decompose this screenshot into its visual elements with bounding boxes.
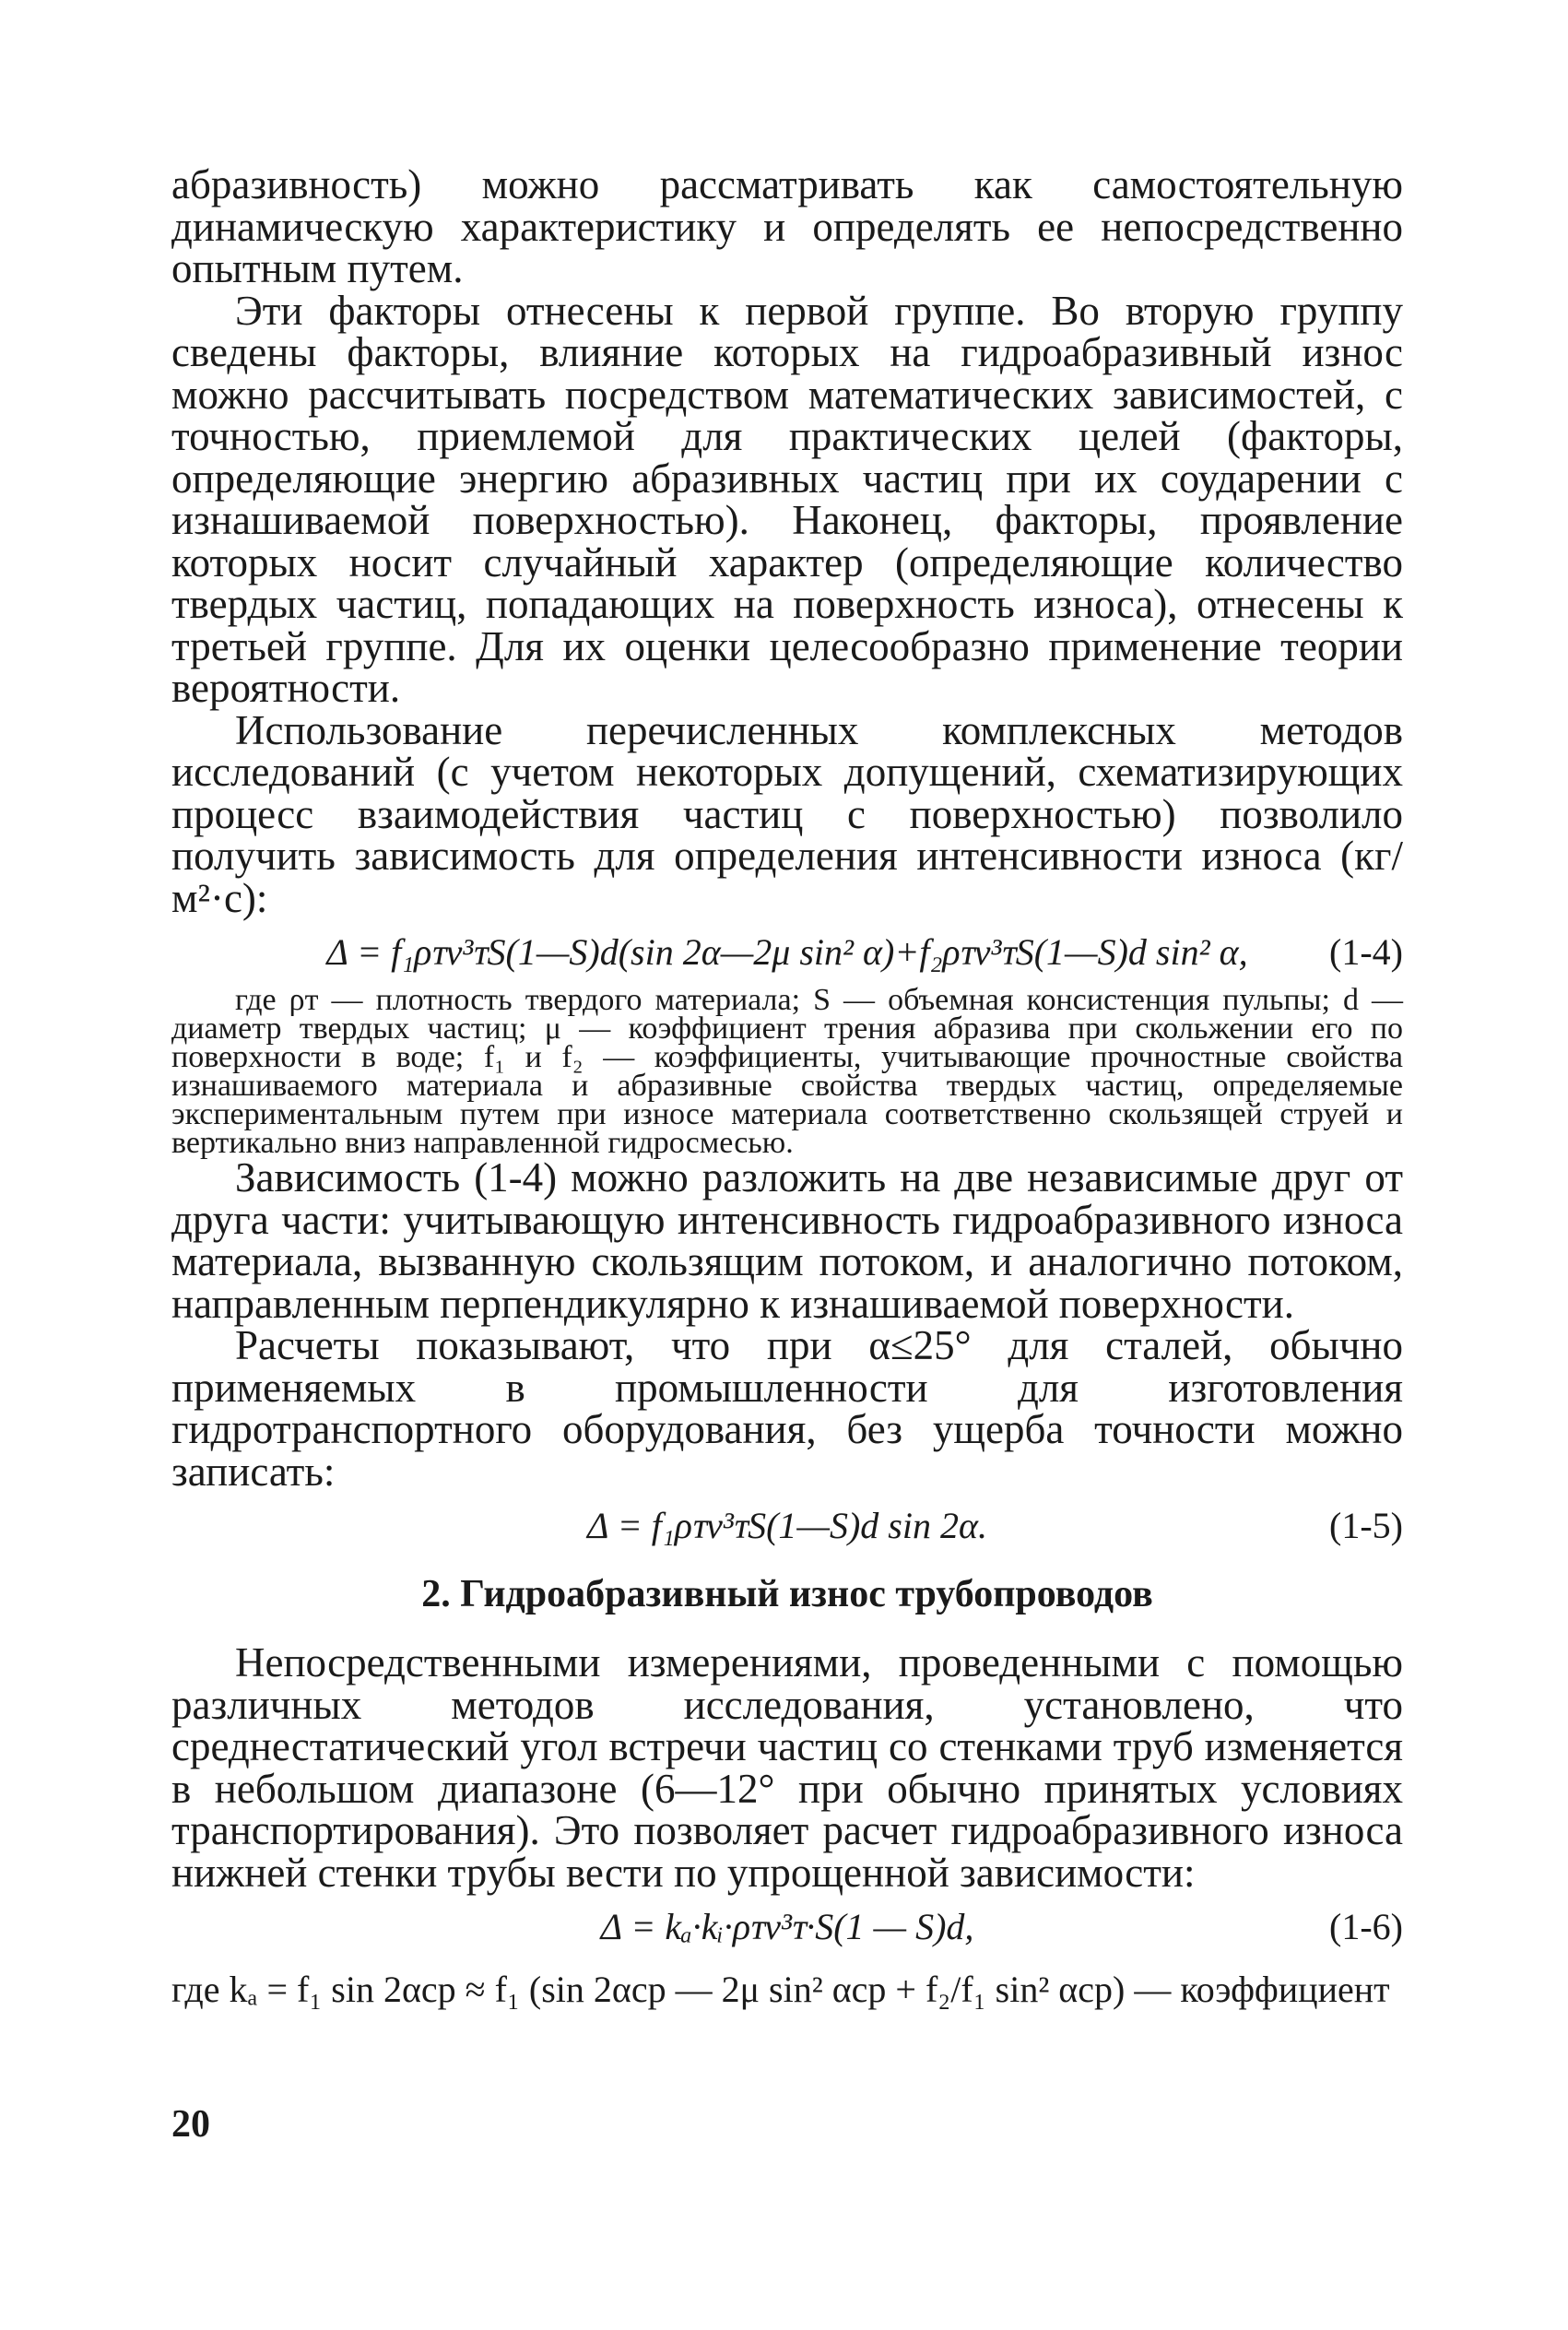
- paragraph-5: Расчеты показывают, что при α≤25° для сталей, обычно применяемых в промышленности для изготовления гидротранспортного оборудования, без ущерба точности можно записать:: [171, 1322, 1403, 1495]
- formula-1-6: [171, 1899, 1403, 1955]
- page-number: 20: [171, 2103, 210, 2146]
- coefficient-definition-line: где kₐ = f₁ sin 2αср ≈ f₁ (sin 2αср — 2μ sin² αср + f₂/f₁ sin² αср) — коэффициент: [171, 1969, 1390, 2010]
- paragraph-1: абразивность) можно рассматривать как самостоятельную динамическую характеристику и определять ее непосредственно опытным путем.: [171, 161, 1403, 291]
- formula-1-5: [171, 1498, 1403, 1554]
- paragraph-3: Использование перечисленных комплексных методов исследований (с учетом некоторых допущений, схематизирующих процесс взаимодействия частиц с поверхностью) позволило получить зависимость для определения интенсивности износа (кг/м²·с):: [171, 706, 1403, 921]
- formula-1-6-expression: Δ = kₐ·kᵢ·ρᴛv³ᴛ·S(1 — S)d,: [600, 1906, 974, 1947]
- paragraph-6: Непосредственными измерениями, проведенными с помощью различных методов исследования, установлено, что среднестатический угол встречи частиц со стенками труб изменяется в небольшом диапазоне (6—12° при обычно принятых условиях транспортирования). Это позволяет расчет гидроабразивного износа нижней стенки трубы вести по упрощенной зависимости:: [171, 1639, 1403, 1896]
- paragraph-2: Эти факторы отнесены к первой группе. Во вторую группу сведены факторы, влияние которых на гидроабразивный износ можно рассчитывать посредством математических зависимостей, с точностью, приемлемой для практических целей (факторы, определяющие энергию абразивных частиц при их соударении с изнашиваемой поверхностью). Наконец, факторы, проявление которых носит случайный характер (определяющие количество твердых частиц, попадающих на поверхность износа), отнесены к третьей группе. Для их оценки целесообразно применение теории вероятности.: [171, 287, 1403, 711]
- formula-1-4-number: (1-4): [1329, 931, 1403, 973]
- footnote-definitions: где ρᴛ — плотность твердого материала; S — объемная консистенция пульпы; d — диаметр твердых частиц; μ — коэффициент трения абразива при скольжении его по поверхности в воде; f₁ и f₂ — коэффициенты, учитывающие прочностные свойства изнашиваемого материала и абразивные свойства твердых частиц, определяемые экспериментальным путем при износе материала соответственно скользящей струей и вертикально вниз направленной гидросмесью.: [171, 983, 1403, 1160]
- formula-1-5-expression: Δ = f₁ρᴛv³ᴛS(1—S)d sin 2α.: [587, 1505, 987, 1546]
- paragraph-4: Зависимость (1-4) можно разложить на две независимые друг от друга части: учитывающую интенсивность гидроабразивного износа материала, вызванную скользящим потоком, и аналогично потоком, направленным перпендикулярно к изнашиваемой поверхности.: [171, 1154, 1403, 1327]
- page-content: [171, 161, 1403, 2016]
- formula-1-5-number: (1-5): [1329, 1505, 1403, 1546]
- section-title: 2. Гидроабразивный износ трубопроводов: [421, 1573, 1153, 1615]
- formula-1-4-expression: Δ = f₁ρᴛv³ᴛS(1—S)d(sin 2α—2μ sin² α)+f₂ρᴛv³ᴛS(1—S)d sin² α,: [326, 931, 1248, 973]
- formula-1-6-number: (1-6): [1329, 1906, 1403, 1947]
- formula-1-4: [171, 925, 1403, 980]
